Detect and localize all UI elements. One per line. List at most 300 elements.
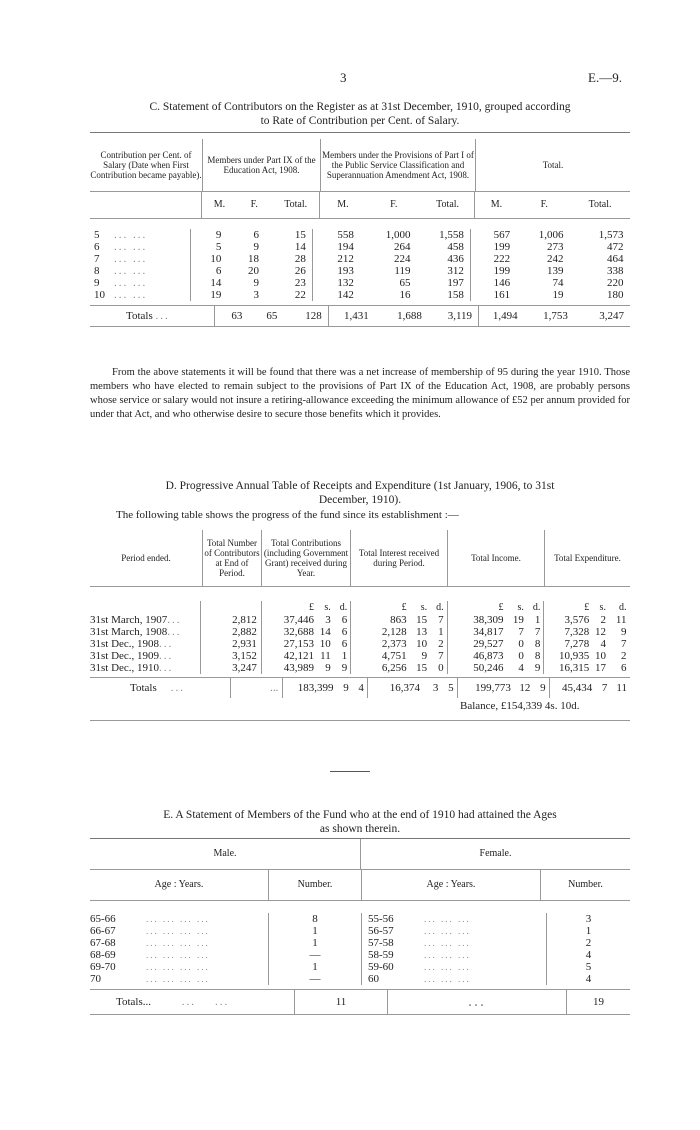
female-age-cell [362, 925, 547, 937]
total-cell: 1,431 [328, 306, 374, 326]
lsd-cell: 17 [594, 662, 606, 674]
leader-dots: ... [155, 310, 170, 322]
male-age: 65-66 [90, 913, 116, 925]
section-e-title-line1: E. A Statement of Members of the Fund who at the end of 1910 had attained the Ages [163, 809, 557, 821]
value-cell: 9 [253, 241, 260, 253]
leader-dots: ... ... ... ... [146, 926, 210, 936]
period-value: 31st March, 1908 [90, 626, 168, 638]
contributors-cell: 3,247 [201, 662, 261, 674]
value-cell: 23 [294, 277, 306, 289]
period-value: 31st Dec., 1909 [90, 650, 160, 662]
lsd-cell: 9 [540, 682, 546, 694]
period-heading: Period ended. [121, 553, 171, 563]
lsd-cell: 11 [615, 614, 627, 626]
lsd-cell: 3 [325, 614, 331, 626]
value-cell: 9 [191, 229, 228, 241]
value-cell: 1,006 [538, 229, 564, 241]
contributors-cell: 2,931 [201, 638, 261, 650]
male-number: 1 [269, 925, 362, 937]
lsd-heading: d. [436, 602, 444, 613]
part9-column-heading: Members under Part IX of the Education Act, 1908. [203, 139, 321, 191]
contributors-cell: 2,882 [201, 626, 261, 638]
male-age-cell [90, 937, 269, 949]
lsd-cell: 6 [341, 626, 348, 638]
value-cell: 199 [470, 265, 516, 277]
value-cell: 464 [607, 253, 624, 265]
section-c-title-line1: C. Statement of Contributors on the Register as at 31st December, 1910, grouped according [149, 101, 571, 113]
table-row [90, 961, 630, 973]
total-cell: 3,247 [599, 310, 624, 322]
table-row [90, 662, 630, 674]
income-heading: Total Income. [448, 530, 545, 586]
rate-cell [90, 253, 191, 265]
section-c-subheads [90, 192, 630, 218]
value-cell: 212 [312, 253, 359, 265]
rate-cell [90, 265, 191, 277]
section-e-head1 [90, 839, 630, 869]
contributors-cell: 2,812 [201, 614, 261, 626]
male-age-cell [90, 961, 269, 973]
lsd-cell: 199,773 [457, 678, 514, 698]
total-column-heading: Total. [476, 139, 631, 191]
e-totals-label: Totals... [116, 996, 151, 1008]
female-age-cell [362, 937, 547, 949]
female-age-heading: Age : Years. [362, 870, 541, 900]
lsd-cell: 0 [518, 650, 524, 662]
lsd-cell: 6 [341, 638, 348, 650]
value-cell: 14 [294, 241, 306, 253]
lsd-cell: 7 [438, 614, 444, 626]
lsd-cell: 9 [421, 650, 428, 662]
lsd-cell: 11 [616, 682, 627, 694]
female-number: 4 [547, 949, 631, 961]
female-age: 57-58 [368, 937, 394, 949]
totals-row [90, 678, 630, 698]
lsd-cell: 10 [319, 638, 331, 650]
value-cell: 14 [191, 277, 228, 289]
value-cell: 158 [447, 289, 464, 301]
section-c-header-table [90, 139, 630, 191]
leader-dots: ... [167, 626, 182, 638]
total-cell: 63 [214, 306, 248, 326]
female-heading: Female. [361, 839, 631, 869]
lsd-cell: 42,121 [261, 650, 317, 662]
lsd-cell: 34,817 [447, 626, 506, 638]
table-row [90, 253, 630, 265]
female-number: 2 [547, 937, 631, 949]
male-total: 11 [295, 990, 388, 1014]
lsd-heading: £ [351, 601, 410, 614]
lsd-cell: 50,246 [447, 662, 506, 674]
total-cell: 1,753 [543, 310, 568, 322]
section-d-title [90, 479, 630, 507]
value-cell: 558 [312, 229, 359, 241]
subhead-3: M. [320, 192, 366, 218]
leader-dots: ... ... ... [424, 926, 471, 936]
table-row [90, 650, 630, 662]
lsd-cell: 9 [621, 626, 627, 638]
total-cell: 65 [266, 310, 278, 322]
lsd-cell: 32,688 [261, 626, 317, 638]
leader-dots: ... ... [114, 289, 148, 301]
male-age: 68-69 [90, 949, 116, 961]
totals-label: Totals [130, 682, 157, 694]
female-number: 4 [547, 973, 631, 985]
male-number: 1 [269, 961, 362, 973]
leader-dots: ... ... ... ... [146, 974, 210, 984]
section-e-body [90, 913, 630, 985]
value-cell: 15 [294, 229, 306, 241]
leader-dots: ... ... ... [424, 974, 471, 984]
contributors-total: ... [230, 678, 282, 698]
subhead-0: M. [202, 192, 236, 218]
section-c-body [90, 229, 630, 301]
leader-dots: ... ... [114, 277, 148, 289]
lsd-cell: 183,399 [283, 678, 337, 698]
period-cell [90, 650, 201, 662]
section-e-totals [90, 990, 630, 1014]
male-age: 67-68 [90, 937, 116, 949]
value-cell: 139 [546, 265, 564, 277]
lsd-cell: 29,527 [447, 638, 506, 650]
period-value: 31st Dec., 1908 [90, 638, 160, 650]
totals-label-cell [90, 678, 230, 698]
male-age: 66-67 [90, 925, 116, 937]
male-number: 8 [269, 913, 362, 925]
leader-dots: ... [159, 638, 174, 650]
rate-value: 6 [94, 241, 100, 253]
section-e-title [90, 808, 630, 836]
lsd-cell: 2,128 [351, 626, 410, 638]
interest-heading: Total Interest received during Period. [351, 530, 448, 586]
document-reference: E.—9. [588, 70, 622, 85]
value-cell: 193 [312, 265, 359, 277]
lsd-cell: 11 [320, 650, 331, 662]
lsd-cell: 10 [416, 638, 428, 650]
lsd-header-row [90, 601, 630, 614]
lsd-cell: 15 [416, 614, 428, 626]
table-row [90, 229, 630, 241]
lsd-cell: 0 [438, 662, 444, 674]
value-cell: 180 [607, 289, 624, 301]
section-d-header-table [90, 530, 630, 586]
lsd-cell: 43,989 [261, 662, 317, 674]
subhead-1: F. [250, 199, 258, 210]
lsd-cell: 9 [534, 662, 541, 674]
lsd-cell: 9 [325, 662, 331, 674]
table-row [90, 265, 630, 277]
rate-value: 8 [94, 265, 100, 277]
section-c-paragraph: From the above statements it will be found that there was a net increase of membership of 95 during the year 1910. Those members who have elected to remain subject to the provisions of Part IX of the Education Act, 1908, are probably persons whose service or salary would not insure a retiring-allowance exceeding the minimum allowance of £52 per annum provided for under that Act, and who otherwise desire to secure those benefits which it provides. [90, 367, 630, 420]
totals-label: Totals [126, 310, 153, 322]
lsd-cell: 16,315 [544, 662, 592, 674]
value-cell: 18 [248, 253, 260, 265]
table-row [90, 638, 630, 650]
lsd-cell: 37,446 [261, 614, 317, 626]
lsd-cell: 4 [358, 682, 364, 694]
lsd-cell: 15 [416, 662, 428, 674]
lsd-cell: 9 [341, 662, 348, 674]
leader-dots: ... ... ... [424, 914, 471, 924]
lsd-cell: 3 [432, 682, 439, 694]
table-row [90, 241, 630, 253]
period-value: 31st Dec., 1910 [90, 662, 160, 674]
value-cell: 142 [312, 289, 359, 301]
table-row [90, 614, 630, 626]
section-d-body [90, 601, 630, 674]
value-cell: 1,558 [439, 229, 464, 241]
value-cell: 146 [470, 277, 516, 289]
lsd-heading: s. [420, 602, 428, 613]
lsd-cell: 7 [518, 626, 524, 638]
female-age: 56-57 [368, 925, 394, 937]
leader-dots: ... [159, 662, 174, 674]
value-cell: 264 [394, 241, 411, 253]
lsd-cell: 1 [534, 614, 541, 626]
male-number-heading: Number. [269, 870, 362, 900]
male-age-cell [90, 925, 269, 937]
value-cell: 436 [447, 253, 464, 265]
rate-cell [90, 241, 191, 253]
expenditure-heading: Total Expenditure. [545, 530, 631, 586]
value-cell: 567 [470, 229, 516, 241]
lsd-heading: s. [517, 602, 524, 613]
female-age-cell [362, 913, 547, 925]
value-cell: 472 [607, 241, 624, 253]
subhead-7: F. [540, 199, 548, 210]
female-number-heading: Number. [541, 870, 631, 900]
leader-dots: ... ... [114, 265, 148, 277]
lsd-cell: 6 [341, 614, 348, 626]
value-cell: 1,573 [598, 229, 624, 241]
value-cell: 9 [253, 277, 260, 289]
value-cell: 161 [470, 289, 516, 301]
value-cell: 19 [191, 289, 228, 301]
section-c-title [90, 100, 630, 128]
lsd-cell: 8 [534, 638, 541, 650]
blank-cell [90, 601, 201, 614]
rate-value: 10 [94, 289, 105, 301]
part1-column-heading: Members under the Provisions of Part I of the Public Service Classification and Superannuation Amendment Act, 1908. [321, 139, 476, 191]
section-d-table [90, 530, 630, 721]
lsd-cell: 863 [351, 614, 410, 626]
leader-dots: ... ... ... ... [146, 962, 210, 972]
total-cell: 3,119 [447, 310, 473, 322]
section-divider [330, 771, 370, 772]
rate-cell [90, 229, 191, 241]
value-cell: 6 [253, 229, 260, 241]
leader-dots: ... ... ... ... [146, 950, 210, 960]
female-age-cell [362, 973, 547, 985]
value-cell: 458 [447, 241, 464, 253]
balance-line: Balance, £154,339 4s. 10d. [460, 700, 580, 712]
section-d-totals [90, 678, 630, 698]
lsd-cell: 27,153 [261, 638, 317, 650]
lsd-cell: 1 [341, 650, 348, 662]
lsd-cell: 16,374 [367, 678, 423, 698]
leader-dots: ... ... ... [424, 938, 471, 948]
lsd-cell: 12 [519, 682, 531, 694]
lsd-cell: 19 [512, 614, 524, 626]
leader-dots: ... ... [114, 229, 148, 241]
period-cell [90, 614, 201, 626]
male-age: 70 [90, 973, 101, 985]
lsd-cell: 13 [416, 626, 428, 638]
female-number: 5 [547, 961, 631, 973]
lsd-cell: 7,278 [544, 638, 592, 650]
table-row [90, 277, 630, 289]
section-c-table [90, 132, 630, 327]
leader-dots: ... ... ... [424, 962, 471, 972]
total-cell: 1,494 [479, 306, 524, 326]
female-number: 1 [547, 925, 631, 937]
rate-cell [90, 289, 191, 301]
lsd-cell: 6 [621, 662, 627, 674]
lsd-cell: 2,373 [351, 638, 410, 650]
blank-cell [201, 601, 261, 614]
rate-column-heading: Contribution per Cent. of Salary (Date when First Contribution became payable). [90, 150, 202, 180]
contributors-cell: 3,152 [201, 650, 261, 662]
lsd-cell: 45,434 [549, 678, 595, 698]
lsd-cell: 0 [518, 638, 524, 650]
male-number: — [269, 973, 362, 985]
female-number: 3 [547, 913, 631, 925]
value-cell: 26 [294, 265, 306, 277]
value-cell: 16 [399, 289, 411, 301]
contributions-heading: Total Contributions (including Government Grant) received during Year. [262, 530, 351, 586]
value-cell: 22 [294, 289, 306, 301]
lsd-cell: 8 [534, 650, 541, 662]
male-age: 69-70 [90, 961, 116, 973]
section-d-intro: The following table shows the progress of the fund since its establishment :— [116, 509, 459, 521]
section-d-title-line1: D. Progressive Annual Table of Receipts and Expenditure (1st January, 1906, to 31st [165, 480, 555, 492]
leader-dots: ... ... [114, 241, 148, 253]
total-cell: 128 [305, 310, 322, 322]
leader-dots: ... ... ... [424, 950, 471, 960]
lsd-cell: 46,873 [447, 650, 506, 662]
value-cell: 224 [394, 253, 411, 265]
lsd-cell: 7 [601, 682, 608, 694]
leader-dots: ... [167, 614, 182, 626]
lsd-heading: £ [447, 601, 506, 614]
leader-dots: ... [159, 650, 174, 662]
section-e-head2 [90, 870, 630, 900]
lsd-heading: £ [261, 601, 317, 614]
table-row [90, 913, 630, 925]
section-c-title-line2: to Rate of Contribution per Cent. of Salary. [260, 115, 460, 127]
value-cell: 338 [607, 265, 624, 277]
section-e-table [90, 838, 630, 1015]
value-cell: 19 [552, 289, 564, 301]
period-value: 31st March, 1907 [90, 614, 168, 626]
rate-cell [90, 277, 191, 289]
lsd-cell: 7,328 [544, 626, 592, 638]
lsd-cell: 10 [594, 650, 606, 662]
table-row [90, 937, 630, 949]
value-cell: 10 [191, 253, 228, 265]
value-cell: 312 [447, 265, 464, 277]
male-age-heading: Age : Years. [154, 879, 204, 890]
value-cell: 3 [253, 289, 260, 301]
lsd-cell: 10,935 [544, 650, 592, 662]
value-cell: 6 [191, 265, 228, 277]
leader-dots: ... ... [181, 996, 230, 1008]
period-cell [90, 638, 201, 650]
total-cell: 1,688 [397, 310, 422, 322]
female-age-cell [362, 949, 547, 961]
rate-value: 9 [94, 277, 100, 289]
lsd-cell: 4,751 [351, 650, 410, 662]
rate-value: 5 [94, 229, 100, 241]
lsd-cell: 2 [621, 650, 627, 662]
table-row [90, 289, 630, 301]
lsd-cell: 12 [594, 626, 606, 638]
value-cell: 20 [248, 265, 260, 277]
lsd-cell: 2 [600, 614, 606, 626]
lsd-heading: £ [544, 601, 592, 614]
period-cell [90, 662, 201, 674]
value-cell: 194 [312, 241, 359, 253]
value-cell: 222 [470, 253, 516, 265]
lsd-heading: s. [599, 602, 606, 613]
lsd-cell: 1 [438, 626, 444, 638]
male-age-cell [90, 949, 269, 961]
value-cell: 74 [552, 277, 564, 289]
table-row [90, 925, 630, 937]
female-age: 59-60 [368, 961, 394, 973]
value-cell: 220 [607, 277, 624, 289]
value-cell: 5 [191, 241, 228, 253]
value-cell: 119 [394, 265, 411, 277]
male-number: — [269, 949, 362, 961]
lsd-cell: 7 [621, 638, 627, 650]
leader-dots: ... ... ... ... [146, 938, 210, 948]
subhead-5: Total. [436, 199, 460, 210]
leader-dots: ... [170, 682, 185, 694]
subhead-2: Total. [284, 199, 308, 210]
female-age: 58-59 [368, 949, 394, 961]
lsd-cell: 6,256 [351, 662, 410, 674]
value-cell: 1,000 [385, 229, 411, 241]
rate-value: 7 [94, 253, 100, 265]
subhead-4: F. [390, 199, 398, 210]
leader-dots: ... [468, 993, 486, 1010]
table-row [90, 973, 630, 985]
lsd-cell: 4 [518, 662, 524, 674]
lsd-cell: 14 [319, 626, 331, 638]
value-cell: 132 [312, 277, 359, 289]
male-age-cell [90, 973, 269, 985]
lsd-heading: d. [339, 602, 348, 613]
male-heading: Male. [213, 848, 237, 859]
section-e-title-line2: as shown therein. [319, 823, 401, 835]
lsd-cell: 5 [448, 682, 454, 694]
table-row [90, 626, 630, 638]
subhead-6: M. [474, 192, 518, 218]
leader-dots: ... ... [114, 253, 148, 265]
lsd-cell: 7 [438, 650, 444, 662]
section-c-totals [90, 306, 630, 326]
value-cell: 28 [294, 253, 306, 265]
lsd-cell: 2 [438, 638, 444, 650]
leader-dots: ... ... ... ... [146, 914, 210, 924]
contributors-heading: Total Number of Contributors at End of Period. [203, 530, 262, 586]
table-row [90, 949, 630, 961]
value-cell: 199 [470, 241, 516, 253]
value-cell: 273 [546, 241, 564, 253]
lsd-heading: d. [619, 602, 627, 613]
subhead-8: Total. [588, 199, 612, 210]
